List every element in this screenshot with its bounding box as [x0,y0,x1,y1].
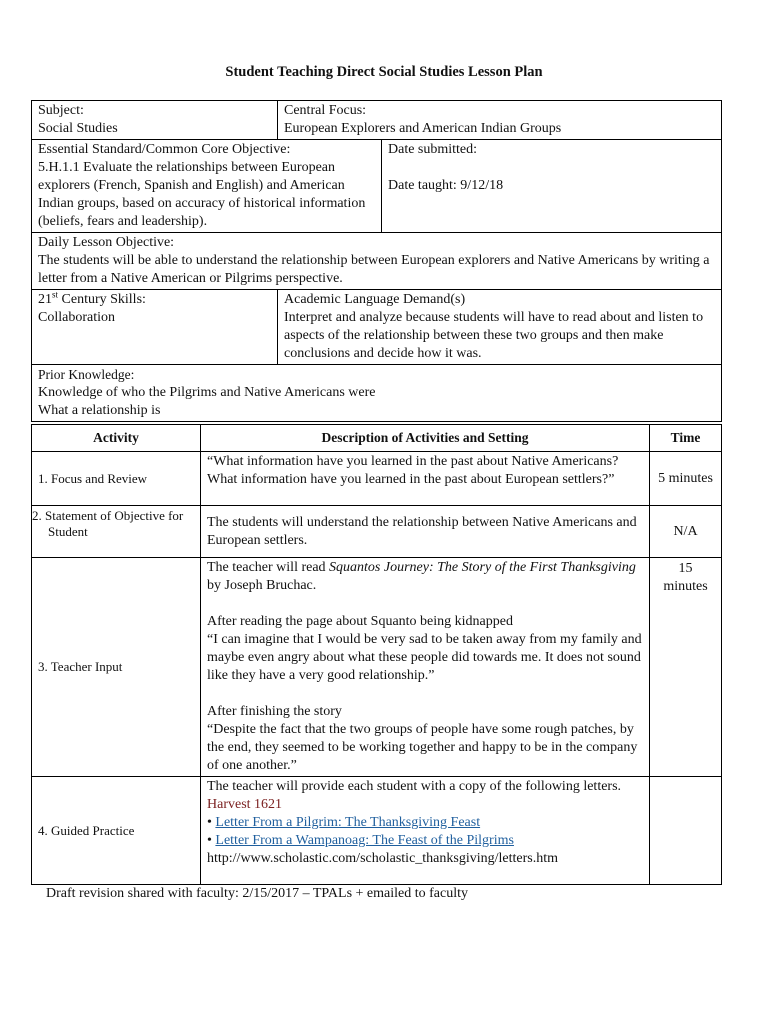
letter-link-item: • Letter From a Pilgrim: The Thanksgiving Feast [207,815,481,830]
focus-review-description: “What information have you learned in the past about Native Americans? What information have you learned in the past about European settlers?” [201,452,650,506]
document-title: Student Teaching Direct Social Studies Lesson Plan [225,64,543,80]
language-demand-label: Academic Language Demand(s) [284,292,466,307]
harvest-label: Harvest 1621 [207,797,283,812]
book-title: Squantos Journey: The Story of the First Thanksgiving [329,560,636,575]
statement-objective-time: N/A [650,506,722,558]
century-skills-value: Collaboration [38,310,115,325]
after-story-note: After finishing the story [207,704,342,719]
statement-objective-activity: 2. Statement of Objective for Student [32,506,201,558]
central-focus-value: European Explorers and American Indian Groups [284,121,562,136]
guided-practice-activity: 4. Guided Practice [32,777,201,885]
guided-intro: The teacher will provide each student with a copy of the following letters. [207,779,622,794]
prior-knowledge-label: Prior Knowledge: [38,367,135,382]
lesson-info-table [31,100,722,422]
wampanoag-letter-link[interactable]: Letter From a Wampanoag: The Feast of the Pilgrims [215,833,514,848]
standard-value: 5.H.1.1 Evaluate the relationships between European explorers (French, Spanish and English) and American Indian groups, based on accuracy of historical information (beliefs, fears and leadership). [38,160,366,229]
standard-cell [32,140,382,233]
dates-cell [382,140,722,233]
daily-objective-cell [32,233,722,290]
standard-label: Essential Standard/Common Core Objective: [38,142,291,157]
teacher-input-activity: 3. Teacher Input [32,558,201,777]
teacher-input-time: 15 minutes [650,558,722,777]
central-focus-cell [278,101,722,140]
century-skills-label: 21st Century Skills: [38,289,146,307]
statement-objective-description: The students will understand the relationship between Native Americans and European settlers. [201,506,650,558]
daily-objective-label: Daily Lesson Objective: [38,235,175,250]
prior-knowledge-line: What a relationship is [38,403,161,418]
subject-value: Social Studies [38,121,118,136]
source-url: http://www.scholastic.com/scholastic_thanksgiving/letters.htm [207,851,558,866]
language-demand-cell [278,290,722,365]
teacher-quote-2: “Despite the fact that the two groups of people have some rough patches, by the end, they seemed to be working together and happy to be in the company of one another.” [207,722,638,773]
time-header: Time [650,425,722,452]
century-skills-cell [32,290,278,365]
pilgrim-letter-link[interactable]: Letter From a Pilgrim: The Thanksgiving Feast [215,815,481,830]
teacher-input-reading: The teacher will read Squantos Journey: The Story of the First Thanksgiving by Joseph Bruchac. [207,560,636,593]
letter-link-item: • Letter From a Wampanoag: The Feast of the Pilgrims [207,833,514,848]
teacher-quote-1: “I can imagine that I would be very sad to be taken away from my family and maybe even angry about what these people did towards me. It does not sound like they have a very good relationship.” [207,632,642,683]
activities-table [31,424,722,885]
after-kidnap-note: After reading the page about Squanto being kidnapped [207,614,513,629]
description-header: Description of Activities and Setting [201,425,650,452]
revision-footer: Draft revision shared with faculty: 2/15/2017 – TPALs + emailed to faculty [46,886,468,901]
prior-knowledge-line: Knowledge of who the Pilgrims and Native Americans were [38,385,376,400]
activity-header: Activity [32,425,201,452]
prior-knowledge-cell [32,365,722,422]
guided-practice-description [201,777,650,885]
language-demand-value: Interpret and analyze because students will have to read about and listen to aspects of the relationship between these two groups and then make conclusions and decide how it was. [284,310,704,361]
guided-practice-time [650,777,722,885]
date-submitted-label: Date submitted: [388,142,478,157]
daily-objective-value: The students will be able to understand the relationship between European explorers and Native Americans by writing a letter from a Native American or Pilgrims perspective. [38,253,710,286]
subject-cell [32,101,278,140]
subject-label: Subject: [38,103,84,118]
date-taught: Date taught: 9/12/18 [388,178,504,193]
focus-review-activity: 1. Focus and Review [32,452,201,506]
central-focus-label: Central Focus: [284,103,367,118]
teacher-input-description [201,558,650,777]
focus-review-time: 5 minutes [650,452,722,506]
